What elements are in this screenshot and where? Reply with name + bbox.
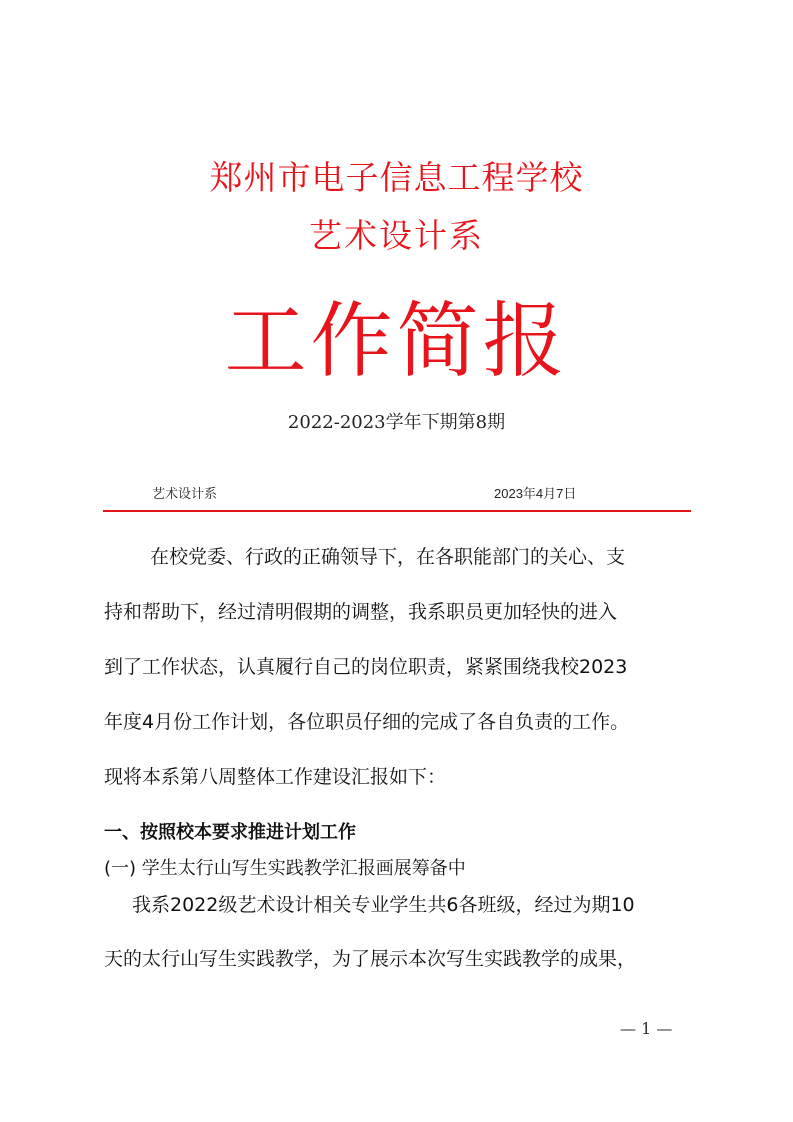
body-line: 天的太行山写生实践教学，为了展示本次写生实践教学的成果， [104,948,637,970]
header-divider [103,510,691,512]
body-line: 年度4月份工作计划，各位职员仔细的完成了各自负责的工作。 [104,711,630,733]
page-number: — 1 — [620,1019,673,1038]
department-name: 艺术设计系 [309,216,484,255]
body-line: 在校党委、行政的正确领导下，在各职能部门的关心、支 [150,546,626,568]
body-line: 现将本系第八周整体工作建设汇报如下： [104,766,447,788]
sub-section-heading: (一) 学生太行山写生实践教学汇报画展筹备中 [104,858,466,879]
body-line: 到了工作状态，认真履行自己的岗位职责，紧紧围绕我校2023 [104,656,628,678]
author-label: 艺术设计系 [152,486,218,501]
body-line: 我系2022级艺术设计相关专业学生共6各班级，经过为期10 [132,894,635,916]
date-label: 2023年4月7日 [494,486,577,501]
section-heading: 一、按照校本要求推进计划工作 [104,822,356,843]
body-line: 持和帮助下，经过清明假期的调整，我系职员更加轻快的进入 [104,601,618,623]
school-name: 郑州市电子信息工程学校 [209,158,584,197]
issue-line: 2022-2023学年下期第8期 [287,412,506,433]
bulletin-title: 工作简报 [224,294,569,389]
